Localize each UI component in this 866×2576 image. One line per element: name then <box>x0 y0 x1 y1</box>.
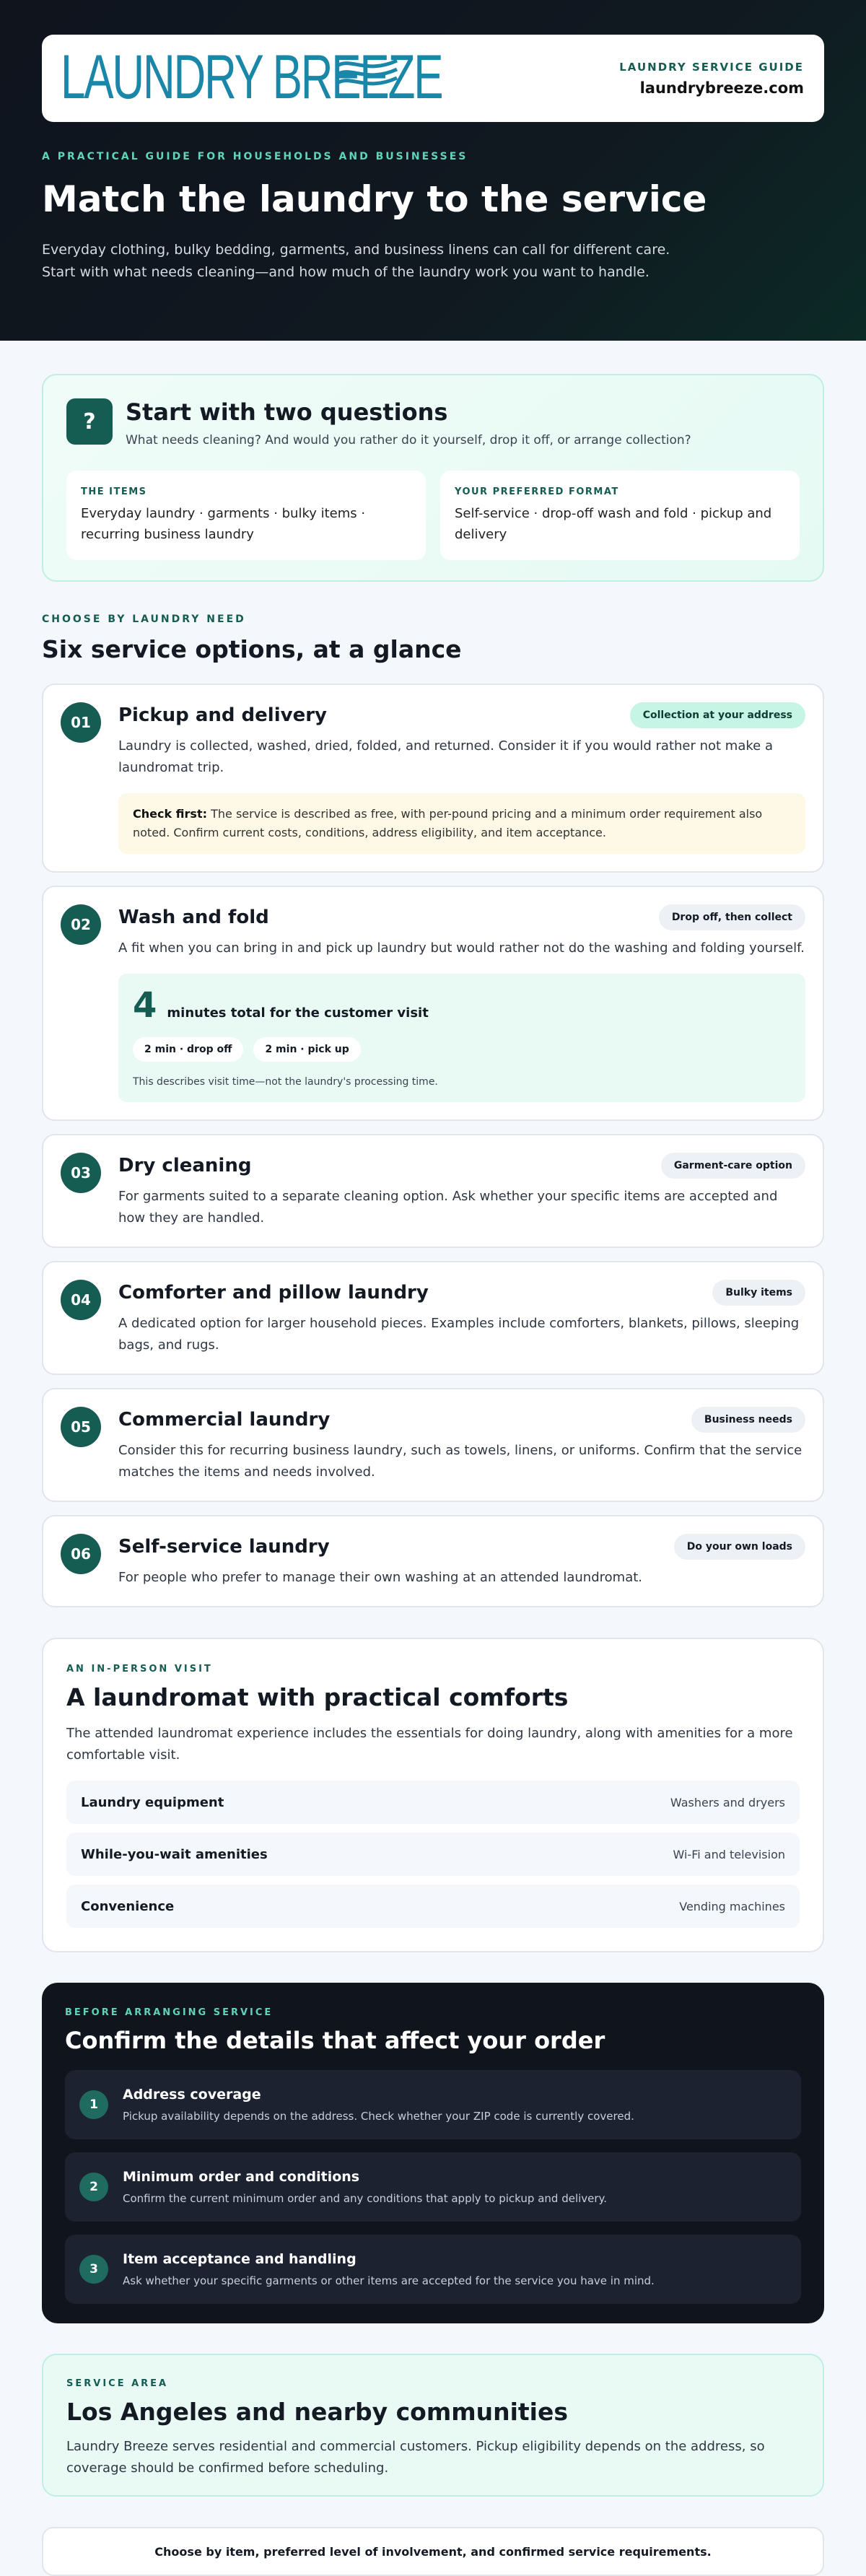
service-title: Commercial laundry <box>118 1409 331 1431</box>
service-tag: Garment-care option <box>661 1153 805 1179</box>
service-title: Dry cleaning <box>118 1155 252 1176</box>
confirm-item-title: Item acceptance and handling <box>123 2251 357 2267</box>
confirm-item-title: Address coverage <box>123 2087 261 2103</box>
laundromat-eyebrow: AN IN-PERSON VISIT <box>66 1664 213 1675</box>
main-content <box>0 341 866 2576</box>
visit-minutes: 4 <box>133 985 157 1026</box>
service-card-dry-cleaning <box>42 1134 824 1248</box>
service-number: 05 <box>61 1407 101 1447</box>
confirm-text <box>123 2169 607 2205</box>
confirm-text <box>123 2087 634 2123</box>
amenity-value: Wi-Fi and television <box>673 1847 785 1861</box>
amenity-row <box>66 1833 800 1876</box>
service-number: 02 <box>61 904 101 945</box>
logo <box>61 42 442 112</box>
service-body <box>118 702 805 854</box>
amenity-label: Laundry equipment <box>81 1794 224 1810</box>
service-desc: Laundry is collected, washed, dried, folded, and returned. Consider it if you would rather not make a laundromat trip. <box>118 738 773 775</box>
service-tag: Drop off, then collect <box>659 904 805 930</box>
amenity-value: Washers and dryers <box>670 1795 785 1809</box>
service-head <box>118 1153 805 1179</box>
service-number: 06 <box>61 1534 101 1574</box>
service-tag: Business needs <box>691 1407 805 1433</box>
hero-title: Match the laundry to the service <box>42 178 707 220</box>
area-title: Los Angeles and nearby communities <box>66 2398 569 2426</box>
service-desc: Consider this for recurring business laundry, such as towels, linens, or uniforms. Confirm that the service matches the items and needs involved. <box>118 1443 802 1480</box>
service-number: 01 <box>61 702 101 743</box>
brand-kicker: LAUNDRY SERVICE GUIDE <box>619 60 804 74</box>
confirm-title: Confirm the details that affect your order <box>65 2027 605 2054</box>
area-eyebrow: SERVICE AREA <box>66 2378 169 2389</box>
confirm-number: 3 <box>79 2255 108 2284</box>
chip-drop-off: 2 min · drop off <box>133 1037 243 1062</box>
intro-title-block <box>126 398 691 447</box>
service-card-wash-fold <box>42 886 824 1121</box>
service-desc: A dedicated option for larger household pieces. Examples include comforters, blankets, pillows, sleeping bags, and rugs. <box>118 1316 800 1353</box>
service-area-card <box>42 2354 824 2497</box>
intro-head <box>66 398 800 447</box>
intro-col-format <box>440 471 800 560</box>
options-eyebrow: CHOOSE BY LAUNDRY NEED <box>42 614 246 625</box>
service-list <box>42 684 824 1607</box>
brand-url-link[interactable]: laundrybreeze.com <box>639 79 804 97</box>
service-body <box>118 1153 805 1229</box>
service-number: 03 <box>61 1153 101 1193</box>
brand-right <box>619 61 804 97</box>
confirm-card <box>42 1983 824 2323</box>
service-head <box>118 1534 805 1560</box>
hero-eyebrow: A PRACTICAL GUIDE FOR HOUSEHOLDS AND BUSINESSES <box>42 151 468 162</box>
service-head <box>118 904 805 930</box>
service-body <box>118 1407 805 1483</box>
service-tag: Collection at your address <box>630 702 805 728</box>
service-card-self-service <box>42 1515 824 1607</box>
footer-summary: Choose by item, preferred level of involvement, and confirmed service requirements. <box>42 2527 824 2576</box>
check-first-note <box>118 793 805 854</box>
service-card-comforter <box>42 1261 824 1375</box>
area-desc: Laundry Breeze serves residential and commercial customers. Pickup eligibility depends on the address, so coverage should be confirmed before scheduling. <box>66 2439 765 2476</box>
amenity-row <box>66 1885 800 1928</box>
hero-subtitle: Everyday clothing, bulky bedding, garments, and business linens can call for different care. Start with what needs cleaning—and how much of the laundry work you want to handle. <box>42 242 670 280</box>
visit-time-panel <box>118 974 805 1102</box>
service-head <box>118 1407 805 1433</box>
laundromat-desc: The attended laundromat experience includes the essentials for doing laundry, along with amenities for a more comfortable visit. <box>66 1726 793 1763</box>
service-title: Wash and fold <box>118 907 269 928</box>
intro-col-value: Everyday laundry · garments · bulky items · recurring business laundry <box>81 506 366 542</box>
intro-columns <box>66 471 800 560</box>
service-title: Comforter and pillow laundry <box>118 1282 429 1304</box>
visit-note: This describes visit time—not the laundry's processing time. <box>133 1076 438 1088</box>
confirm-number: 2 <box>79 2173 108 2201</box>
confirm-item-desc: Pickup availability depends on the address. Check whether your ZIP code is currently covered. <box>123 2110 634 2123</box>
amenity-label: Convenience <box>81 1898 175 1914</box>
amenity-row <box>66 1781 800 1824</box>
service-tag: Do your own loads <box>674 1534 805 1560</box>
service-desc: For people who prefer to manage their own washing at an attended laundromat. <box>118 1570 643 1585</box>
laundromat-card <box>42 1638 824 1952</box>
laundromat-title: A laundromat with practical comforts <box>66 1683 569 1711</box>
note-text: The service is described as free, with per-pound pricing and a minimum order requirement also noted. Confirm current costs, conditions, address eligibility, and item acceptance. <box>133 807 763 839</box>
confirm-number: 1 <box>79 2090 108 2119</box>
intro-card <box>42 374 824 582</box>
service-card-commercial <box>42 1388 824 1502</box>
confirm-item <box>65 2235 801 2304</box>
amenity-list <box>66 1781 800 1928</box>
logo-text: LAUNDRY BREEZE <box>61 42 442 112</box>
intro-col-key: YOUR PREFERRED FORMAT <box>455 486 619 497</box>
confirm-item <box>65 2152 801 2222</box>
visit-chips <box>133 1037 791 1062</box>
service-card-pickup <box>42 684 824 873</box>
visit-label: minutes total for the customer visit <box>167 1005 429 1021</box>
intro-col-key: THE ITEMS <box>81 486 147 497</box>
service-number: 04 <box>61 1280 101 1320</box>
question-icon: ? <box>66 398 113 445</box>
service-title: Pickup and delivery <box>118 704 327 726</box>
intro-title: Start with two questions <box>126 398 448 426</box>
visit-top <box>133 985 791 1026</box>
intro-col-value: Self-service · drop-off wash and fold · pickup and delivery <box>455 506 772 542</box>
brand-card <box>42 35 824 122</box>
service-body <box>118 1280 805 1356</box>
wave-icon <box>333 53 400 97</box>
amenity-label: While-you-wait amenities <box>81 1846 268 1862</box>
confirm-eyebrow: BEFORE ARRANGING SERVICE <box>65 2007 274 2018</box>
service-head <box>118 702 805 728</box>
chip-pick-up: 2 min · pick up <box>253 1037 360 1062</box>
confirm-item-title: Minimum order and conditions <box>123 2169 360 2185</box>
options-title: Six service options, at a glance <box>42 635 462 663</box>
intro-subtitle: What needs cleaning? And would you rather do it yourself, drop it off, or arrange collection? <box>126 433 691 447</box>
service-body <box>118 1534 805 1589</box>
note-label: Check first: <box>133 807 207 821</box>
service-head <box>118 1280 805 1306</box>
service-desc: A fit when you can bring in and pick up laundry but would rather not do the washing and folding yourself. <box>118 940 805 956</box>
amenity-value: Vending machines <box>679 1899 785 1913</box>
hero <box>0 0 866 341</box>
service-body <box>118 904 805 1102</box>
confirm-text <box>123 2251 655 2287</box>
confirm-item-desc: Confirm the current minimum order and any conditions that apply to pickup and delivery. <box>123 2192 608 2205</box>
confirm-item <box>65 2070 801 2139</box>
service-tag: Bulky items <box>712 1280 805 1306</box>
service-desc: For garments suited to a separate cleaning option. Ask whether your specific items are accepted and how they are handled. <box>118 1189 778 1226</box>
confirm-item-desc: Ask whether your specific garments or other items are accepted for the service you have in mind. <box>123 2274 655 2287</box>
intro-col-items <box>66 471 426 560</box>
service-title: Self-service laundry <box>118 1536 330 1558</box>
